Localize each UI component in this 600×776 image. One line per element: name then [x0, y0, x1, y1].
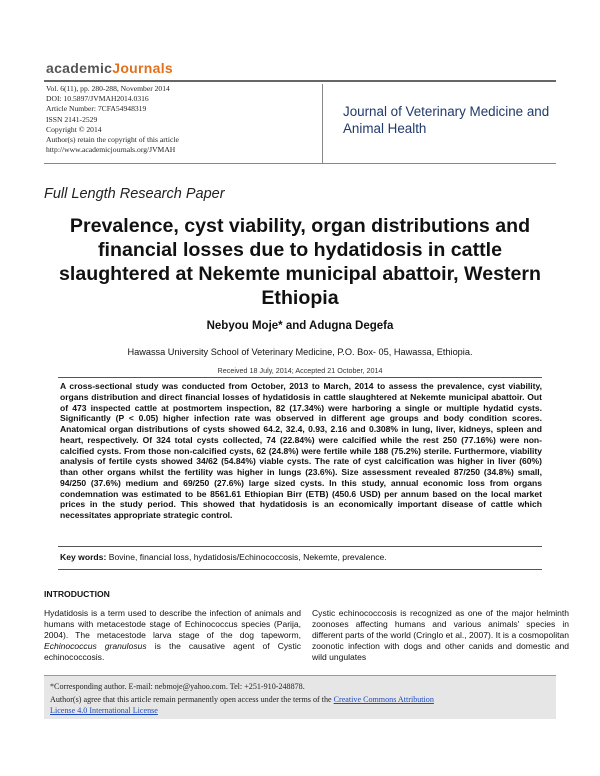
keywords-label: Key words:: [60, 552, 107, 562]
article-title: Prevalence, cyst viability, organ distributions and financial losses due to hydatidosis in cattle slaughtered at Nekemte municipal abattoir, Western Ethiopia: [59, 215, 541, 309]
introduction-heading: INTRODUCTION: [44, 589, 110, 599]
footnote-box: [44, 675, 556, 719]
abstract-rule-bottom: [58, 546, 542, 547]
meta-doi: DOI: 10.5897/JVMAH2014.0316: [46, 94, 149, 104]
header-divider: [322, 84, 323, 164]
header-rule: [44, 80, 556, 82]
meta-copyright: Copyright © 2014: [46, 124, 102, 134]
authors: Nebyou Moje* and Adugna Degefa: [206, 320, 394, 332]
meta-volume: Vol. 6(11), pp. 280-288, November 2014: [46, 84, 170, 93]
intro-left-species: Echinococcus granulosus: [44, 640, 147, 651]
header-bottom-rule: [44, 163, 556, 164]
abstract: A cross-sectional study was conducted from October, 2013 to March, 2014 to assess the prevalence, cyst viability, organs distribution and direct financial losses of hydatidosis in cattle slaughtered at Nekemte municipal abattoir. Out of 473 inspected cattle at postmortem inspection, 82 (17.34%) were harboring a single or multiple hydatid cysts. Significantly (P < 0.05) higher infection rate was observed in different age groups and body condition scores. Anatomical organ distributions of cysts showed 64.2, 32.4, 0.93, 2.16 and 0.308% in lung, liver, kidneys, spleen and heart, respectively. Of 324 total cysts collected, 74 (22.84%) were calcified while the rest 250 (77.16%) were non-calcified cysts. From those non-calcified cysts, 62 (24.8%) were fertile while 188 (75.2%) sterile. Furthermore, viability analysis of fertile cysts showed 34/62 (54.84%) viable cysts. The rate of cyst calcification was higher in liver (60%) than other organs whilst the fertility was higher in lungs (23.6%). Size assessment revealed 87/250 (34.8%) small, 94/250 (37.6%) medium and 69/250 (27.6%) large sized cysts. In this study, annual economic loss from organs condemnation was estimated to be 8561.61 Ethiopian Birr (ETB) (450.6 USD) per annum based on the local market prices in the study period. This showed that hydatidosis is an economically important disease of cattle which necessitates appropriate strategic control.: [60, 381, 542, 520]
license-link-part-1[interactable]: Creative Commons Attribution: [333, 695, 434, 704]
keywords-text: Bovine, financial loss, hydatidosis/Echinococcosis, Nekemte, prevalence.: [108, 552, 387, 562]
meta-rights: Author(s) retain the copyright of this article: [46, 135, 179, 145]
keywords-rule: [58, 569, 542, 570]
journal-name: Journal of Veterinary Medicine and Animal Health: [343, 104, 550, 136]
corresponding-author: *Corresponding author. E-mail: nebmoje@yahoo.com. Tel: +251-910-248878.: [50, 682, 305, 691]
intro-column-left: [44, 608, 301, 663]
abstract-rule-top: [58, 377, 542, 378]
meta-issn: ISSN 2141-2529: [46, 114, 98, 124]
affiliation: Hawassa University School of Veterinary Medicine, P.O. Box- 05, Hawassa, Ethiopia.: [127, 347, 473, 357]
logo-part-academic: academic: [46, 60, 113, 76]
intro-column-right: Cystic echinococcosis is recognized as one of the major helminth zoonoses affecting humans and various animals' species in different parts of the world (Cringlo et al., 2007). It is a cosmopolitan zoonotic infection with dogs and other canids and domestic and wild ungulates: [312, 608, 569, 662]
license-text: Author(s) agree that this article remain permanently open access under the terms of the: [50, 695, 334, 704]
license-line-1: [50, 695, 434, 704]
intro-left-text-1: Hydatidosis is a term used to describe the infection of animals and humans with metacestode stage of Echinococcus species (Parija, 2004). The metacestode larva stage of the dog tapeworm,: [44, 608, 301, 640]
intro-left-text-2: is the causative agent of Cystic echinococcosis.: [44, 640, 301, 662]
article-meta: [46, 84, 286, 155]
publisher-logo: [46, 60, 173, 76]
license-line-2: [50, 706, 158, 715]
received-accepted-dates: Received 18 July, 2014; Accepted 21 October, 2014: [217, 366, 383, 375]
keywords: [60, 552, 542, 562]
meta-article-number: Article Number: 7CFA54948319: [46, 104, 147, 114]
license-link-part-2[interactable]: License 4.0 International License: [50, 706, 158, 715]
meta-url[interactable]: http://www.academicjournals.org/JVMAH: [46, 145, 176, 155]
paper-type: Full Length Research Paper: [44, 186, 225, 202]
logo-part-journals: Journals: [112, 60, 173, 76]
